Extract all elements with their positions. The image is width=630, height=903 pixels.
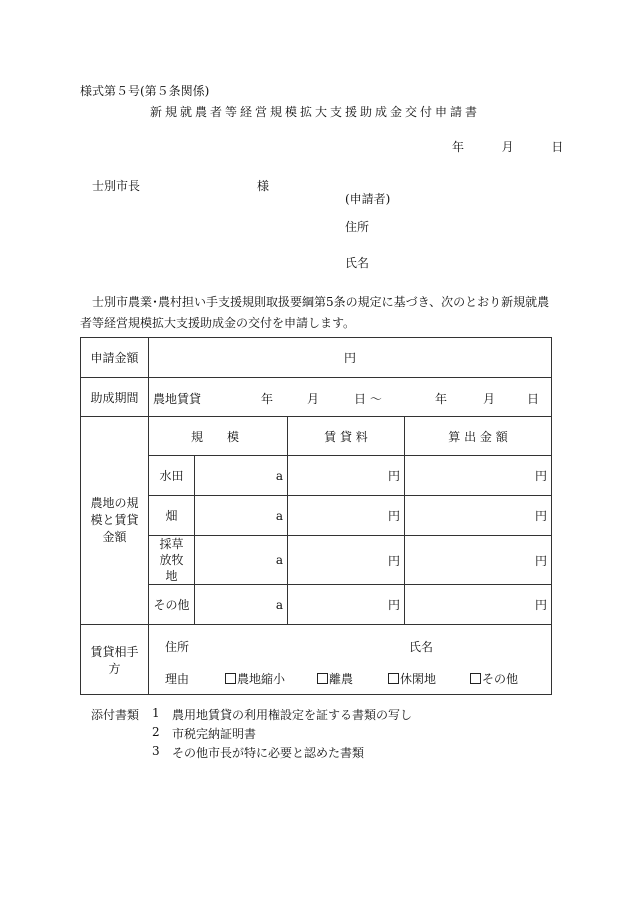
checkbox-icon [470, 673, 481, 684]
table-row [81, 496, 552, 536]
counterparty-row [81, 625, 552, 695]
body-text: 士別市農業･農村担い手支援規則取扱要綱第5条の規定に基づき、次のとおり新規就農者等経営規模拡大支援助成金の交付を申請します。 [80, 295, 550, 330]
counterparty-label: 賃貸相手方 [81, 625, 149, 695]
rent-field[interactable] [288, 496, 405, 536]
calc-field[interactable] [405, 585, 552, 625]
applicant-label: (申請者) [345, 192, 391, 206]
cp-address-label: 住所 [165, 639, 190, 654]
form-number: 様式第５号(第５条関係) [80, 84, 210, 98]
reason-label: 理由 [165, 671, 190, 686]
calc-unit: 円 [535, 553, 548, 568]
amount-label: 申請金額 [81, 338, 149, 378]
period-row [81, 378, 552, 417]
checkbox-icon [317, 673, 328, 684]
addressee-honorific: 様 [257, 179, 270, 193]
rent-field[interactable] [288, 456, 405, 496]
checkbox-icon [388, 673, 399, 684]
checkbox-icon [225, 673, 236, 684]
amount-field[interactable] [149, 338, 552, 378]
date-day: 日 [551, 140, 564, 154]
period-month-to: 月 [483, 392, 496, 406]
calc-unit: 円 [535, 469, 548, 483]
applicant-name-label: 氏名 [345, 256, 370, 270]
attachment-num: 1 [152, 706, 160, 720]
land-type: 畑 [149, 496, 195, 536]
applicant-address-label: 住所 [345, 220, 370, 234]
area-field[interactable] [195, 585, 288, 625]
scale-header-row [81, 417, 552, 456]
area-unit: a [275, 597, 283, 612]
period-type: 農地賃貸 [153, 392, 202, 406]
rent-unit: 円 [387, 509, 400, 523]
area-field[interactable] [195, 456, 288, 496]
attachment-item: その他市長が特に必要と認めた書類 [172, 746, 365, 760]
table-row [81, 585, 552, 625]
period-year-to: 年 [435, 392, 448, 406]
rent-field[interactable] [288, 585, 405, 625]
reason-option-fallow[interactable]: 休閑地 [388, 670, 436, 687]
area-field[interactable] [195, 496, 288, 536]
period-month-from: 月 [307, 392, 320, 406]
rent-field[interactable] [288, 536, 405, 585]
scale-label: 農地の規模と賃貸金額 [81, 417, 149, 625]
area-unit: a [275, 468, 283, 483]
col-calc-header: 算 出 金 額 [405, 417, 552, 456]
col-rent-header: 賃 貸 料 [288, 417, 405, 456]
amount-row [81, 338, 552, 378]
period-year-from: 年 [261, 392, 274, 406]
rent-unit: 円 [387, 553, 400, 568]
land-type: 水田 [149, 456, 195, 496]
period-day-from: 日 ～ [354, 392, 382, 406]
period-day-to: 日 [527, 392, 540, 406]
attachments-label: 添付書類 [91, 708, 140, 722]
amount-unit: 円 [344, 351, 357, 365]
calc-field[interactable] [405, 456, 552, 496]
calc-field[interactable] [405, 536, 552, 585]
date-year: 年 [452, 140, 465, 154]
reason-option-shrink[interactable]: 農地縮小 [225, 670, 285, 687]
table-row [81, 456, 552, 496]
attachment-item: 農用地賃貸の利用権設定を証する書類の写し [172, 708, 413, 722]
area-unit: a [275, 508, 283, 523]
land-type: その他 [149, 585, 195, 625]
rent-unit: 円 [387, 469, 400, 483]
reason-option-leave-farming[interactable]: 離農 [317, 670, 353, 687]
col-scale-header: 規 模 [149, 417, 288, 456]
period-label: 助成期間 [81, 378, 149, 417]
calc-unit: 円 [535, 509, 548, 523]
date-line [452, 138, 563, 155]
addressee-name: 士別市長 [92, 179, 141, 193]
rent-unit: 円 [387, 598, 400, 612]
area-field[interactable] [195, 536, 288, 585]
calc-unit: 円 [535, 598, 548, 612]
form-title: 新規就農者等経営規模拡大支援助成金交付申請書 [149, 105, 480, 119]
table-row [81, 536, 552, 585]
land-type: 採草放牧地 [149, 536, 195, 585]
period-field[interactable] [149, 378, 552, 417]
application-table [80, 337, 552, 695]
attachment-item: 市税完納証明書 [172, 727, 257, 741]
attachment-num: 3 [152, 744, 160, 758]
counterparty-field[interactable] [149, 625, 552, 695]
reason-option-other[interactable]: その他 [470, 670, 518, 687]
cp-name-label: 氏名 [409, 639, 434, 654]
date-month: 月 [501, 140, 514, 154]
attachment-num: 2 [152, 725, 160, 739]
area-unit: a [275, 553, 283, 567]
calc-field[interactable] [405, 496, 552, 536]
